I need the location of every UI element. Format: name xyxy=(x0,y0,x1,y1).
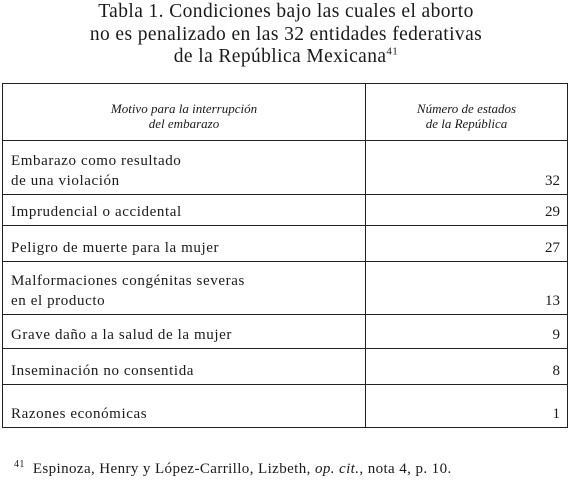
row-states: 1 xyxy=(552,406,560,422)
table-header xyxy=(3,84,567,141)
footnote-text-before: Espinoza, Henry y López-Carrillo, Lizbeth, xyxy=(32,461,315,477)
row-states: 32 xyxy=(545,173,560,189)
row-reason: Embarazo como resultado de una violación xyxy=(11,153,182,189)
row-states: 9 xyxy=(552,327,560,343)
row-reason: Peligro de muerte para la mujer xyxy=(11,240,220,256)
table-row xyxy=(3,348,567,385)
table-row xyxy=(3,261,567,315)
header-states xyxy=(366,101,567,131)
title-footnote-mark: 41 xyxy=(386,45,399,58)
table-row xyxy=(3,225,567,262)
footnote-italic: op. cit. xyxy=(314,461,360,477)
row-states: 27 xyxy=(545,240,560,256)
header-reason-line-1: Motivo para la interrupción xyxy=(110,101,258,116)
header-reason-line-2: del embarazo xyxy=(148,116,220,131)
footnote xyxy=(14,461,452,478)
title-line-1: Tabla 1. Condiciones bajo las cuales el aborto xyxy=(98,1,474,22)
title-line-2: no es penalizado en las 32 entidades federativas xyxy=(89,23,483,45)
row-states: 29 xyxy=(545,204,560,220)
header-states-line-2: de la República xyxy=(425,116,508,131)
data-table xyxy=(2,83,568,428)
row-reason: Inseminación no consentida xyxy=(11,363,195,379)
title-line-3-text: de la República Mexicana xyxy=(173,46,387,67)
table-row xyxy=(3,194,567,226)
footnote-number: 41 xyxy=(14,459,25,470)
table-row xyxy=(3,314,567,349)
row-reason: Razones económicas xyxy=(11,406,148,422)
table-title xyxy=(0,1,572,69)
title-line-3 xyxy=(0,46,572,69)
footnote-text-after: , nota 4, p. 10. xyxy=(359,461,452,477)
row-reason: Imprudencial o accidental xyxy=(11,204,182,220)
row-states: 13 xyxy=(545,293,560,309)
header-reason xyxy=(3,101,365,131)
table-row xyxy=(3,384,567,427)
header-states-line-1: Número de estados xyxy=(416,101,517,116)
row-states: 8 xyxy=(552,363,560,379)
row-reason: Malformaciones congénitas severas en el producto xyxy=(11,273,245,309)
row-reason: Grave daño a la salud de la mujer xyxy=(11,327,232,343)
table-row xyxy=(3,140,567,195)
